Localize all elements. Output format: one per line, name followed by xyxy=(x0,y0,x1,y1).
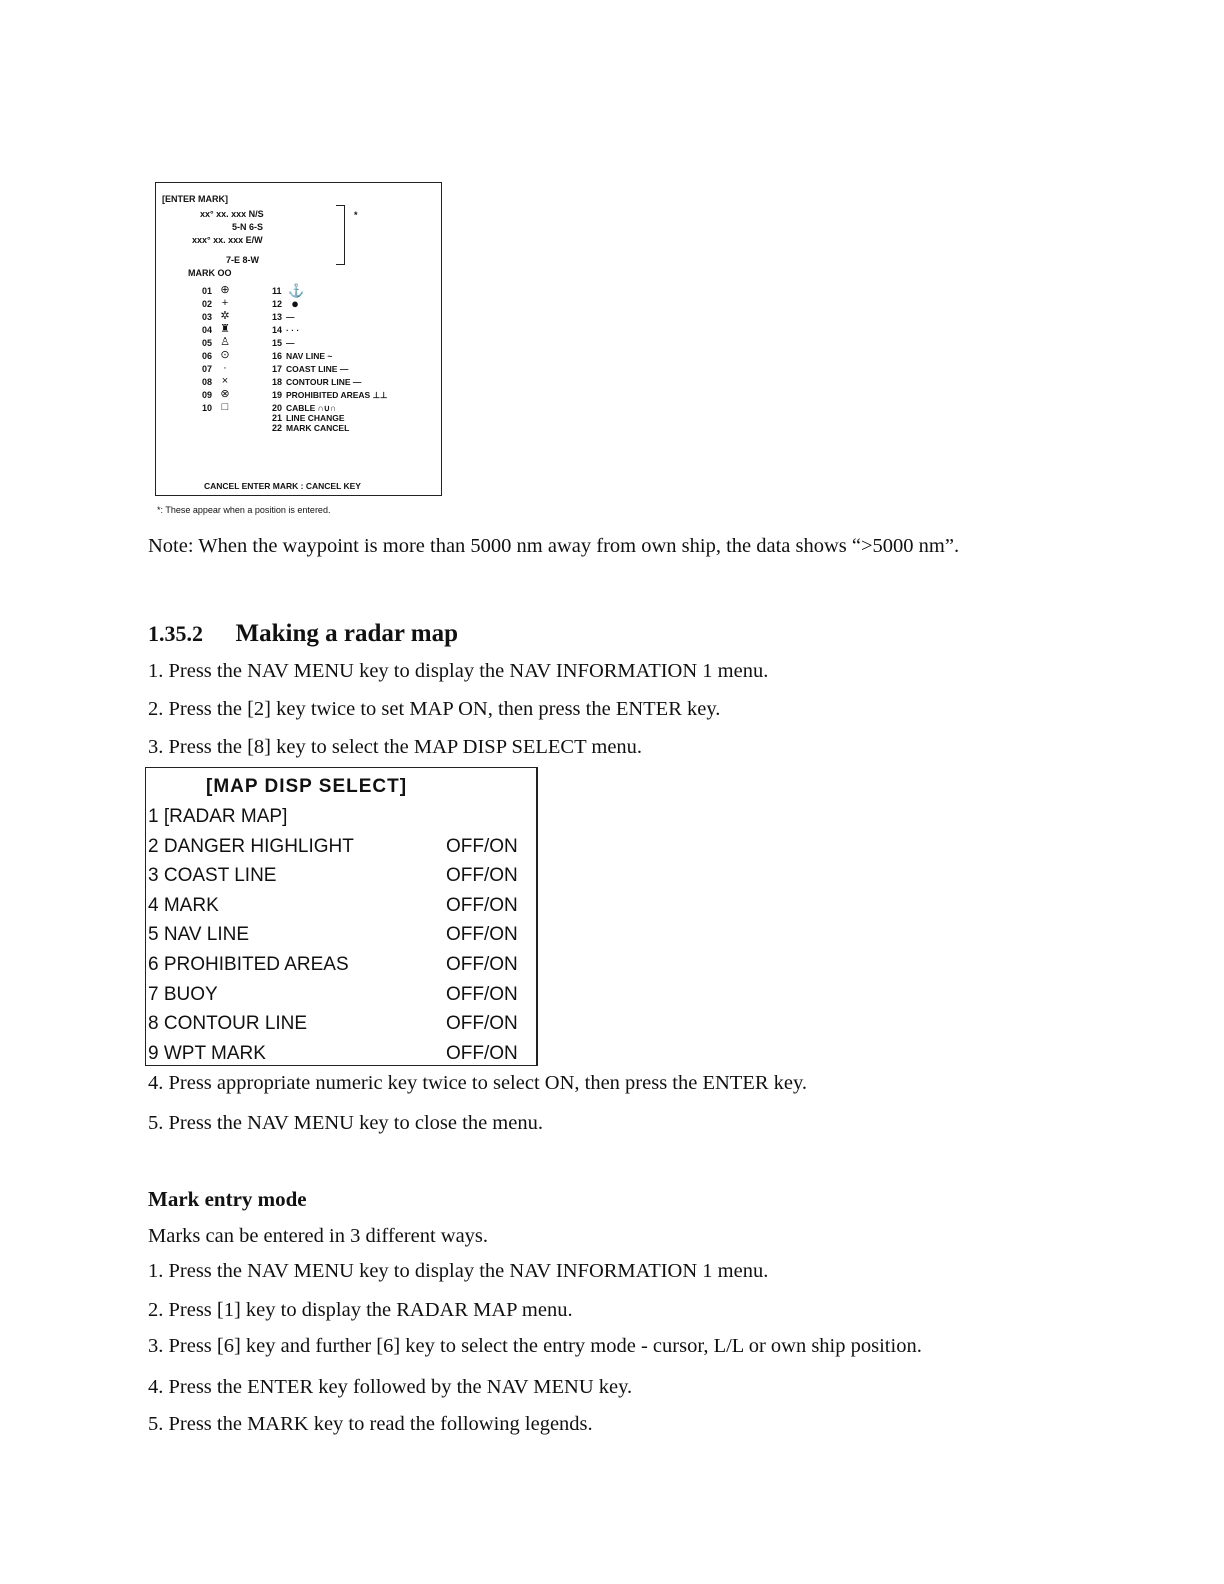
cross-circle-icon: ⊕ xyxy=(220,284,230,296)
enter-mark-title: [ENTER MARK] xyxy=(162,194,228,204)
map-menu-item-label: 9 WPT MARK xyxy=(148,1042,266,1064)
section-title: Making a radar map xyxy=(235,620,458,647)
mark-number: 21 xyxy=(272,413,283,423)
mark-number: 14 xyxy=(272,325,283,335)
map-menu-item-label: 1 [RADAR MAP] xyxy=(148,806,288,827)
map-menu-item[interactable] xyxy=(148,863,536,892)
mark-label-item: LINE CHANGE xyxy=(286,413,345,423)
mark-label-item: NAV LINE ~ xyxy=(286,351,333,361)
mark-number: 17 xyxy=(272,364,283,374)
map-menu-item-value: OFF/ON xyxy=(446,983,518,1005)
mark-number: 15 xyxy=(272,338,283,348)
mark-entry-step-1: 1. Press the NAV MENU key to display the NAV INFORMATION 1 menu. xyxy=(148,1260,769,1282)
mark-number: 16 xyxy=(272,351,283,361)
mark-number: 22 xyxy=(272,423,283,433)
map-menu-item-label: 8 CONTOUR LINE xyxy=(148,1013,308,1035)
lighthouse-icon: ♜ xyxy=(220,323,230,335)
square-icon: □ xyxy=(221,401,229,413)
anchor-icon: ⚓ xyxy=(288,283,305,298)
mark-entry-step-5: 5. Press the MARK key to read the following legends. xyxy=(148,1413,593,1435)
map-menu-item-value: OFF/ON xyxy=(446,1013,518,1035)
map-menu-item[interactable] xyxy=(148,1041,536,1070)
bracket xyxy=(336,205,345,265)
mark-number: 10 xyxy=(202,403,213,413)
mark-number: 13 xyxy=(272,312,283,322)
mark-label-item: PROHIBITED AREAS ⊥⊥ xyxy=(286,390,388,400)
map-menu-item[interactable] xyxy=(148,834,536,863)
gear-icon: ✲ xyxy=(220,310,230,322)
map-menu-item-value: OFF/ON xyxy=(446,954,518,975)
dot-icon: · xyxy=(223,362,227,374)
map-menu-title: [MAP DISP SELECT] xyxy=(206,776,408,797)
map-menu-item-label: 6 PROHIBITED AREAS xyxy=(148,954,349,975)
mark-entry-intro: Marks can be entered in 3 different ways. xyxy=(148,1225,489,1247)
mark-number: 11 xyxy=(272,286,282,296)
mark-label-item: MARK CANCEL xyxy=(286,423,350,433)
mark-entry-step-2: 2. Press [1] key to display the RADAR MAP menu. xyxy=(148,1299,573,1321)
section-step-1: 1. Press the NAV MENU key to display the NAV INFORMATION 1 menu. xyxy=(148,660,769,682)
mark-number: 06 xyxy=(202,351,213,361)
buoy-icon: ♙ xyxy=(220,336,230,348)
mark-number: 01 xyxy=(202,286,213,296)
map-menu-item[interactable] xyxy=(148,922,536,951)
waypoint-note: Note: When the waypoint is more than 5000 nm away from own ship, the data shows “>5000 nm”. xyxy=(148,535,960,557)
mark-number: 08 xyxy=(202,377,213,387)
map-menu-item[interactable] xyxy=(148,804,536,833)
mark-number: 20 xyxy=(272,403,283,413)
map-menu-item[interactable] xyxy=(148,893,536,922)
mark-number: 03 xyxy=(202,312,213,322)
mark-label-item: CONTOUR LINE — xyxy=(286,377,362,387)
map-menu-item[interactable] xyxy=(148,952,536,981)
mark-label-item: — xyxy=(286,338,295,348)
mark-number: 19 xyxy=(272,390,283,400)
map-menu-item-label: 5 NAV LINE xyxy=(148,924,250,946)
section-step-2: 2. Press the [2] key twice to set MAP ON, then press the ENTER key. xyxy=(148,698,721,720)
enter-mark-panel xyxy=(155,182,442,496)
map-menu-item[interactable] xyxy=(148,1011,536,1040)
section-step-5: 5. Press the NAV MENU key to close the menu. xyxy=(148,1112,543,1134)
section-number: 1.35.2 xyxy=(148,621,203,646)
map-menu-item-label: 3 COAST LINE xyxy=(148,865,277,887)
mark-label-item: — xyxy=(286,312,295,322)
section-heading xyxy=(148,620,458,648)
section-step-3: 3. Press the [8] key to select the MAP DISP SELECT menu. xyxy=(148,736,643,758)
coord-line-lat: xx° xx. xxx N/S xyxy=(200,209,264,219)
map-disp-select-menu xyxy=(145,767,538,1066)
mark-label-item: CABLE ∩∪∩ xyxy=(286,403,337,413)
mark-number: 05 xyxy=(202,338,213,348)
coord-line-lon: xxx° xx. xxx E/W xyxy=(192,235,263,245)
map-menu-item-value: OFF/ON xyxy=(446,1042,518,1064)
map-menu-item-value: OFF/ON xyxy=(446,865,518,887)
mark-number: 04 xyxy=(202,325,213,335)
filled-circle-icon: ● xyxy=(291,296,299,311)
map-menu-item-value: OFF/ON xyxy=(446,924,518,946)
map-menu-item-value: OFF/ON xyxy=(446,894,518,916)
mark-label-item: COAST LINE — xyxy=(286,364,349,374)
plus-icon: + xyxy=(221,297,229,309)
footnote: *: These appear when a position is entered. xyxy=(157,505,331,515)
mark-entry-heading: Mark entry mode xyxy=(148,1187,307,1211)
wreck-icon: ⊗ xyxy=(220,388,230,400)
enter-mark-footer: CANCEL ENTER MARK : CANCEL KEY xyxy=(204,481,361,491)
x-icon: × xyxy=(221,375,229,387)
mark-number: 02 xyxy=(202,299,213,309)
map-menu-item-label: 7 BUOY xyxy=(148,983,218,1005)
mark-label-item: · · · xyxy=(286,325,300,335)
map-menu-item-label: 4 MARK xyxy=(148,894,219,916)
mark-entry-step-3: 3. Press [6] key and further [6] key to select the entry mode - cursor, L/L or own ship position. xyxy=(148,1335,922,1357)
map-menu-item-label: 2 DANGER HIGHLIGHT xyxy=(148,835,354,857)
circle-dot-icon: ⊙ xyxy=(220,349,230,361)
mark-number: 07 xyxy=(202,364,213,374)
section-step-4: 4. Press appropriate numeric key twice to select ON, then press the ENTER key. xyxy=(148,1072,808,1094)
coord-line-ew: 7-E 8-W xyxy=(226,255,260,265)
map-menu-item-value: OFF/ON xyxy=(446,835,518,857)
mark-number: 12 xyxy=(272,299,283,309)
mark-entry-step-4: 4. Press the ENTER key followed by the NAV MENU key. xyxy=(148,1376,633,1398)
mark-number: 18 xyxy=(272,377,283,387)
bracket-note: * xyxy=(354,210,358,220)
map-menu-item[interactable] xyxy=(148,982,536,1011)
mark-label: MARK OO xyxy=(188,268,232,278)
coord-line-ns: 5-N 6-S xyxy=(232,222,264,232)
mark-number: 09 xyxy=(202,390,213,400)
